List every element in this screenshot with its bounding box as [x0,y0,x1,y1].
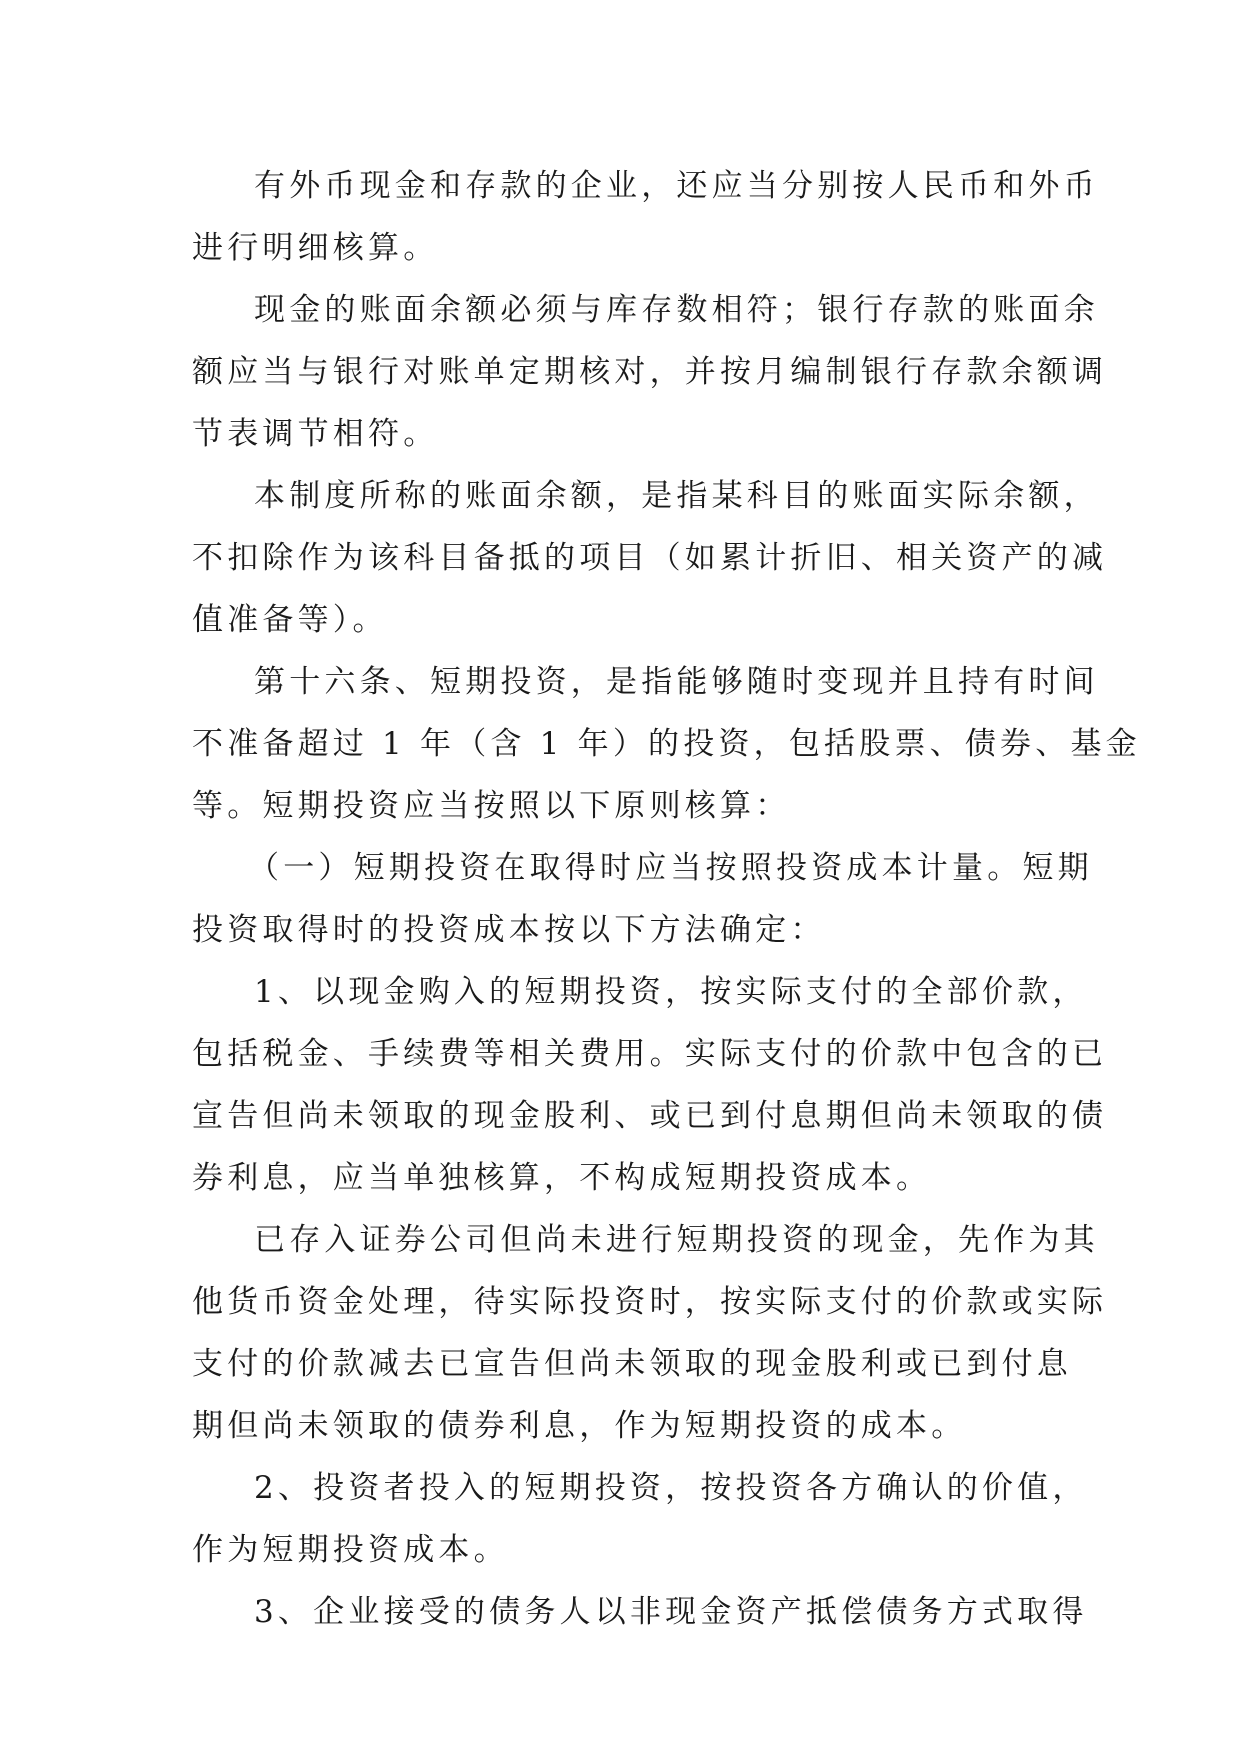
text-line: 已存入证券公司但尚未进行短期投资的现金，先作为其 [254,1222,1099,1258]
text-line: 宣告但尚未领取的现金股利、或已到付息期但尚未领取的债 [192,1098,1108,1134]
text-line: 节表调节相符。 [192,416,439,452]
text-line: 券利息，应当单独核算，不构成短期投资成本。 [192,1160,932,1196]
text-line: 进行明细核算。 [192,230,439,266]
text-line: 不扣除作为该科目备抵的项目（如累计折旧、相关资产的减 [192,540,1108,576]
text-line: 有外币现金和存款的企业，还应当分别按人民币和外币 [254,168,1099,204]
text-line: 等。短期投资应当按照以下原则核算： [192,788,791,824]
text-line: 3、企业接受的债务人以非现金资产抵偿债务方式取得 [254,1594,1088,1630]
text-line: 现金的账面余额必须与库存数相符；银行存款的账面余 [254,292,1099,328]
text-line: 投资取得时的投资成本按以下方法确定： [192,912,826,948]
text-line: 作为短期投资成本。 [192,1532,509,1568]
text-line: 值准备等）。 [192,602,388,638]
text-line: （一）短期投资在取得时应当按照投资成本计量。短期 [248,850,1093,886]
text-line: 不准备超过 1 年（含 1 年）的投资，包括股票、债券、基金 [192,726,1141,762]
text-line: 第十六条、短期投资，是指能够随时变现并且持有时间 [254,664,1099,700]
text-line: 额应当与银行对账单定期核对，并按月编制银行存款余额调 [192,354,1108,390]
text-line: 1、以现金购入的短期投资，按实际支付的全部价款， [254,974,1088,1010]
text-line: 本制度所称的账面余额，是指某科目的账面实际余额， [254,478,1099,514]
text-line: 包括税金、手续费等相关费用。实际支付的价款中包含的已 [192,1036,1108,1072]
text-line: 他货币资金处理，待实际投资时，按实际支付的价款或实际 [192,1284,1108,1320]
text-line: 支付的价款减去已宣告但尚未领取的现金股利或已到付息 [192,1346,1072,1382]
text-line: 期但尚未领取的债券利息，作为短期投资的成本。 [192,1408,967,1444]
text-line: 2、投资者投入的短期投资，按投资各方确认的价值， [254,1470,1088,1506]
document-body [192,155,1141,1643]
